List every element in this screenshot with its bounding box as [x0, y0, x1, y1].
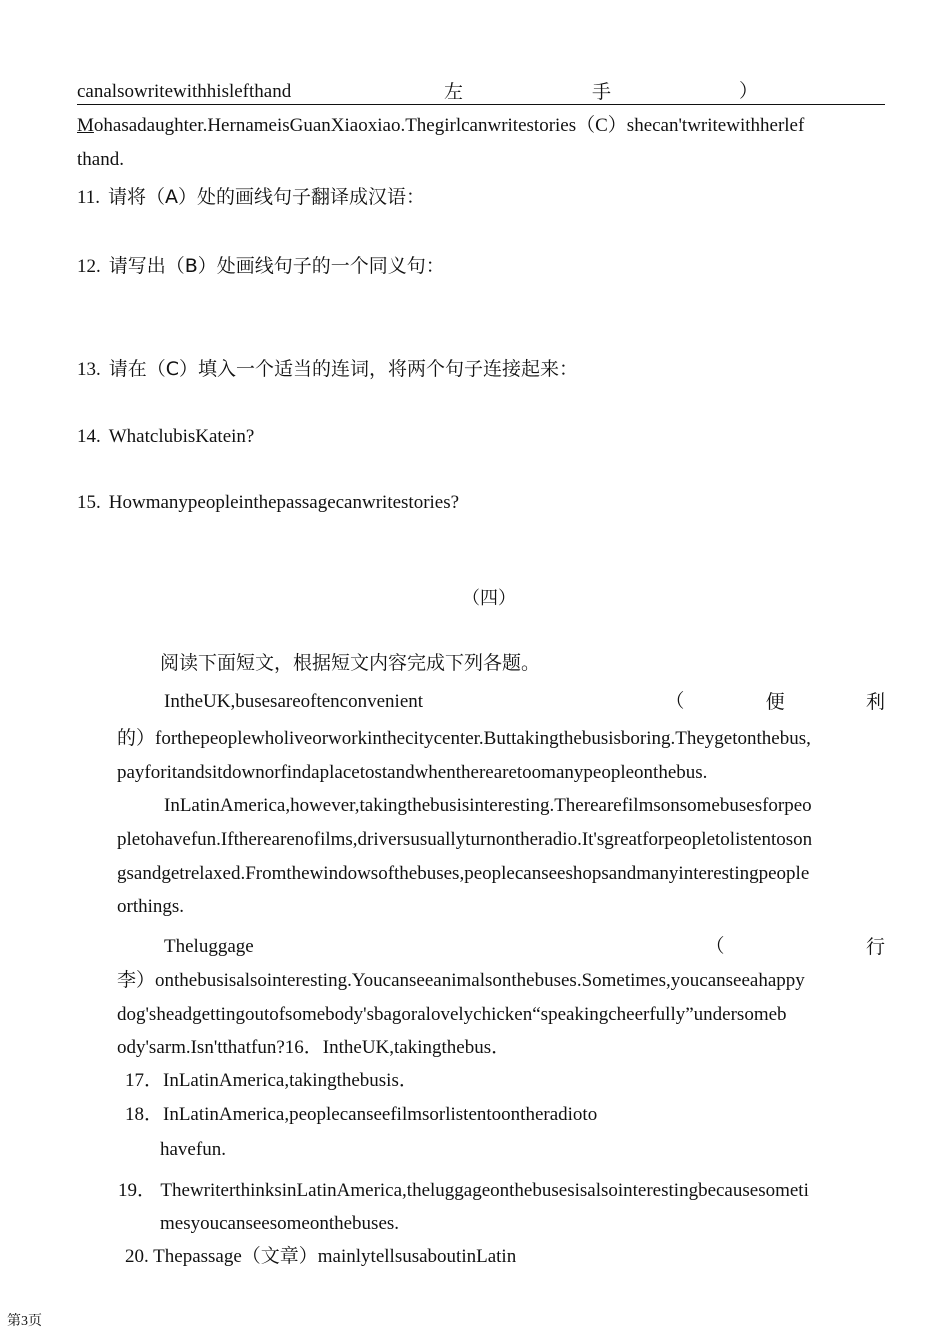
question-text: 请在（C）填入一个适当的连词，将两个句子连接起来： — [108, 358, 579, 380]
paragraph-2-line-1: InLatinAmerica,however,takingthebusisinteresting.Therearefilmsonsomebusesforpeo — [164, 795, 812, 816]
passage-line-1-text: canalsowritewithhislefthand — [77, 81, 292, 102]
passage-line-1-gloss-left: 左 — [444, 81, 464, 103]
question-18-line-1: 18．InLatinAmerica,peoplecanseefilmsorlistentoontheradioto — [125, 1104, 598, 1125]
section-heading: （四） — [462, 588, 516, 608]
passage-line-1-gloss-hand: 手 — [592, 81, 612, 103]
question-20: 20. Thepassage（文章）mainlytellsusaboutinLatin — [125, 1246, 517, 1267]
paragraph-1-text: IntheUK,busesareoftenconvenient — [164, 691, 424, 712]
paragraph-3-paren: （ — [705, 936, 725, 957]
question-18-line-2: havefun. — [160, 1139, 226, 1160]
paragraph-3-text: Theluggage — [164, 936, 254, 957]
question-17: 17．InLatinAmerica,takingthebusis． — [125, 1070, 418, 1091]
paragraph-3-line-1 — [164, 935, 885, 959]
question-14 — [77, 425, 254, 449]
paragraph-3-gloss: 行 — [865, 936, 885, 958]
question-11 — [77, 185, 425, 210]
passage-line-2-first: M — [77, 115, 94, 136]
paragraph-1-gloss-2: 利 — [865, 691, 885, 713]
paragraph-1-gloss-1: 便 — [765, 691, 785, 713]
question-19-line-2: mesyoucanseesomeonthebuses. — [160, 1213, 400, 1234]
paragraph-1-line-2: 的）forthepeoplewholiveorworkinthecitycenter.Buttakingthebusisboring.Theygetonthebus, — [117, 728, 811, 749]
question-number: 11. — [77, 187, 101, 208]
question-text: 请将（A）处的画线句子翻译成汉语： — [108, 186, 426, 208]
section-instruction: 阅读下面短文，根据短文内容完成下列各题。 — [160, 652, 541, 674]
page-number: 第3页 — [7, 1314, 42, 1329]
question-13 — [77, 357, 578, 382]
question-number: 14. — [77, 426, 101, 447]
paragraph-3-line-2: 李）onthebusisalsointeresting.Youcanseeanimalsonthebuses.Sometimes,youcanseeahappy — [117, 970, 805, 991]
passage-line-1 — [77, 80, 885, 105]
passage-line-1-paren: ） — [739, 81, 759, 102]
passage-line-2-rest: ohasadaughter.HernameisGuanXiaoxiao.Thegirlcanwritestories（C）shecan'twritewithherlef — [93, 115, 805, 136]
paragraph-2-line-4: orthings. — [117, 896, 185, 917]
question-number: 12. — [77, 256, 101, 277]
paragraph-3-line-3: dog'sheadgettingoutofsomebody'sbagoralovelychicken“speakingcheerfully”undersomeb — [117, 1004, 787, 1025]
paragraph-1-line-1 — [164, 690, 885, 714]
paragraph-2-line-2: pletohavefun.Iftherearenofilms,driversusuallyturnontheradio.It'sgreatforpeopletolistentoson — [117, 829, 813, 850]
question-12 — [77, 254, 445, 279]
paragraph-1-line-3: payforitandsitdownorfindaplacetostandwhentherearetoomanypeopleonthebus. — [117, 762, 708, 783]
paragraph-3-line-4: ody'sarm.Isn'tthatfun?16．IntheUK,takingthebus． — [117, 1037, 511, 1058]
paragraph-2-line-3: gsandgetrelaxed.Fromthewindowsofthebuses,peoplecanseeshopsandmanyinterestingpeople — [117, 863, 810, 884]
question-text: WhatclubisKatein? — [108, 426, 255, 447]
question-text: 请写出（B）处画线句子的一个同义句： — [108, 255, 445, 277]
paragraph-1-paren: （ — [665, 691, 685, 712]
question-number: 13. — [77, 359, 101, 380]
question-text: Howmanypeopleinthepassagecanwritestories? — [108, 492, 460, 513]
question-15 — [77, 491, 459, 515]
question-19-line-1: 19． ThewriterthinksinLatinAmerica,theluggageonthebusesisalsointerestingbecausesometi — [118, 1180, 809, 1201]
question-number: 15. — [77, 492, 101, 513]
passage-line-3: thand. — [77, 149, 124, 170]
passage-line-2 — [77, 114, 804, 138]
